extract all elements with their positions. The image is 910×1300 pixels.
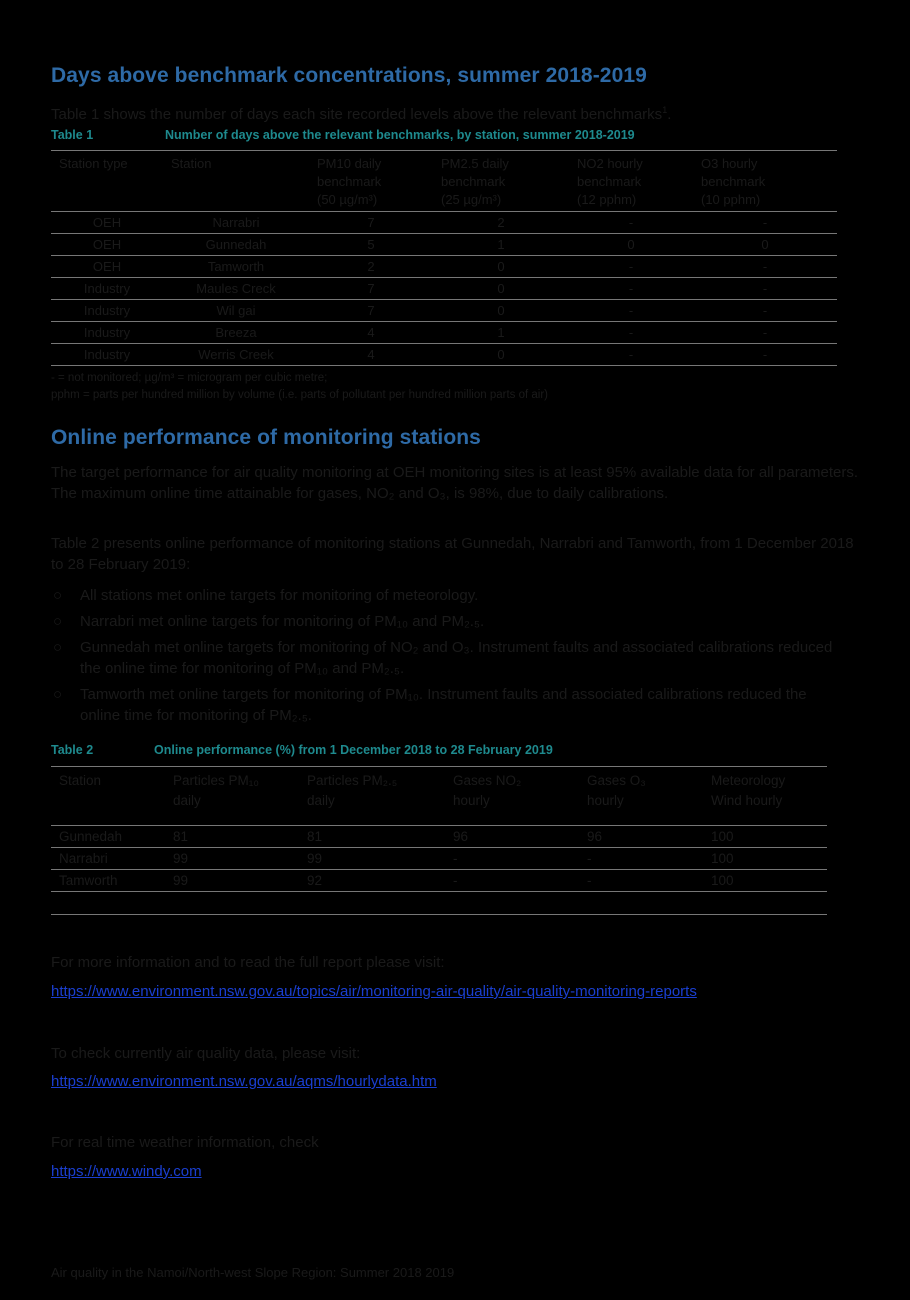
table-row	[51, 234, 837, 256]
table2-header-row	[51, 767, 827, 826]
section1-intro	[51, 100, 861, 125]
report-info-text: For more information and to read the full report please visit:	[51, 954, 445, 971]
table-cell: -	[693, 344, 837, 366]
table-cell: -	[569, 344, 693, 366]
table-cell: -	[569, 322, 693, 344]
header-line: O3 hourly	[701, 156, 758, 171]
header-line: Particles PM₂.₅	[307, 773, 398, 788]
section-title-online-performance: Online performance of monitoring stations	[51, 426, 481, 449]
header-line: PM2.5 daily	[441, 156, 509, 171]
table1-header-row	[51, 151, 837, 212]
table-cell: 99	[165, 848, 299, 870]
table1-header-cell	[309, 151, 433, 212]
table-cell: 4	[309, 344, 433, 366]
hourly-data-link[interactable]: https://www.environment.nsw.gov.au/aqms/hourlydata.htm	[51, 1073, 437, 1090]
page-footer: Air quality in the Namoi/North-west Slope Region: Summer 2018 2019	[51, 1265, 455, 1280]
table-row	[51, 256, 837, 278]
table2	[51, 766, 827, 892]
table2-header-cell	[51, 767, 165, 826]
table-cell: 1	[433, 234, 569, 256]
table-cell: -	[693, 322, 837, 344]
table-cell: OEH	[51, 212, 163, 234]
table-cell: 5	[309, 234, 433, 256]
report-link[interactable]: https://www.environment.nsw.gov.au/topics/air/monitoring-air-quality/air-quality-monitoring-reports	[51, 983, 697, 1000]
table-cell: 99	[299, 848, 445, 870]
table-row	[51, 212, 837, 234]
intro-text: Table 1 shows the number of days each site recorded levels above the relevant benchmarks	[51, 106, 663, 123]
list-item-text: All stations met online targets for monitoring of meteorology.	[80, 587, 479, 604]
table-cell: 81	[165, 826, 299, 848]
table1-caption-text: Number of days above the relevant benchmarks, by station, summer 2018-2019	[165, 128, 635, 142]
table2-header-cell	[703, 767, 827, 826]
table-row	[51, 300, 837, 322]
table-cell: 92	[299, 870, 445, 892]
table-cell: Industry	[51, 322, 163, 344]
table-cell: -	[569, 278, 693, 300]
header-line: NO2 hourly	[577, 156, 643, 171]
table-cell: 1	[433, 322, 569, 344]
table-row	[51, 848, 827, 870]
table2-bottom-rule	[51, 914, 827, 915]
table-cell: -	[445, 870, 579, 892]
online-performance-list	[51, 585, 841, 731]
list-item	[51, 585, 841, 606]
table-cell: -	[579, 870, 703, 892]
table-cell: 0	[433, 278, 569, 300]
table2-header-cell	[445, 767, 579, 826]
list-item	[51, 611, 841, 632]
header-line: (25 µg/m³)	[441, 192, 502, 207]
table-cell: Narrabri	[163, 212, 309, 234]
table-cell: 0	[693, 234, 837, 256]
table-cell: Narrabri	[51, 848, 165, 870]
header-line: daily	[173, 793, 201, 808]
section2-para1: The target performance for air quality monitoring at OEH monitoring sites is at least 95% available data for all parameters. The maximum online time attainable for gases, NO₂ and O₃, is 98%, due to daily calibrations.	[51, 464, 859, 502]
table-cell: 100	[703, 826, 827, 848]
table-cell: OEH	[51, 256, 163, 278]
current-data-text: To check currently air quality data, please visit:	[51, 1045, 361, 1062]
table-cell: 0	[569, 234, 693, 256]
table2-caption-text: Online performance (%) from 1 December 2018 to 28 February 2019	[154, 743, 553, 757]
header-line: Station type	[59, 156, 128, 171]
table-cell: Maules Creck	[163, 278, 309, 300]
table-cell: Gunnedah	[163, 234, 309, 256]
table-cell: -	[579, 848, 703, 870]
table-row	[51, 322, 837, 344]
table-cell: 96	[579, 826, 703, 848]
table-cell: 100	[703, 870, 827, 892]
table-cell: -	[693, 256, 837, 278]
table-cell: -	[445, 848, 579, 870]
header-line: hourly	[587, 793, 624, 808]
table-row	[51, 344, 837, 366]
table1-header-cell	[569, 151, 693, 212]
list-item	[51, 684, 841, 726]
table2-header-cell	[299, 767, 445, 826]
table-cell: 0	[433, 256, 569, 278]
table-cell: -	[693, 300, 837, 322]
intro-end: .	[667, 106, 672, 123]
table-cell: Wil gai	[163, 300, 309, 322]
list-item-text: Narrabri met online targets for monitoring of PM₁₀ and PM₂.₅.	[80, 613, 485, 630]
table-cell: 0	[433, 344, 569, 366]
table-cell: 4	[309, 322, 433, 344]
windy-link[interactable]: https://www.windy.com	[51, 1163, 202, 1180]
table1	[51, 150, 837, 366]
table-row	[51, 870, 827, 892]
table1-header-cell	[433, 151, 569, 212]
table1-header-cell	[51, 151, 163, 212]
section-title-days-above: Days above benchmark concentrations, summer 2018-2019	[51, 64, 647, 87]
table-cell: 2	[433, 212, 569, 234]
list-item-text: Gunnedah met online targets for monitoring of NO₂ and O₃. Instrument faults and associated calibrations reduced the online time for monitoring of PM₁₀ and PM₂.₅.	[80, 639, 833, 677]
table1-caption	[51, 128, 635, 142]
table-cell: -	[569, 212, 693, 234]
table-cell: -	[693, 212, 837, 234]
header-line: benchmark	[701, 174, 766, 189]
table2-header-cell	[579, 767, 703, 826]
header-line: hourly	[453, 793, 490, 808]
table1-note-units: - = not monitored; µg/m³ = microgram per cubic metre;	[51, 372, 328, 384]
table-cell: Werris Creek	[163, 344, 309, 366]
weather-info-text: For real time weather information, check	[51, 1134, 319, 1151]
header-line: Station	[59, 773, 102, 788]
section2-para2: Table 2 presents online performance of monitoring stations at Gunnedah, Narrabri and Tamworth, from 1 December 2018 to 28 February 2019:	[51, 535, 854, 573]
table-cell: Breeza	[163, 322, 309, 344]
table-cell: 99	[165, 870, 299, 892]
table2-label: Table 2	[51, 743, 94, 757]
table-cell: -	[569, 300, 693, 322]
header-line: Gases O₃	[587, 773, 646, 788]
table-cell: Industry	[51, 300, 163, 322]
table-cell: Tamworth	[51, 870, 165, 892]
table1-note-pphm: pphm = parts per hundred million by volume (i.e. parts of pollutant per hundred million parts of air)	[51, 389, 548, 401]
table-cell: 7	[309, 212, 433, 234]
table-cell: -	[569, 256, 693, 278]
table-cell: -	[693, 278, 837, 300]
header-line: PM10 daily	[317, 156, 382, 171]
table-cell: Industry	[51, 278, 163, 300]
bullet-icon: ○	[53, 686, 63, 703]
table2-header-cell	[165, 767, 299, 826]
table2-caption	[51, 743, 553, 757]
table-cell: 96	[445, 826, 579, 848]
table-row	[51, 278, 837, 300]
footnote-marker: 1	[662, 105, 668, 115]
header-line: Particles PM₁₀	[173, 773, 259, 788]
table-cell: OEH	[51, 234, 163, 256]
table1-label: Table 1	[51, 128, 94, 142]
header-line: Meteorology	[711, 773, 786, 788]
table-cell: 7	[309, 278, 433, 300]
header-line: benchmark	[577, 174, 642, 189]
header-line: benchmark	[317, 174, 382, 189]
header-line: (50 µg/m³)	[317, 192, 378, 207]
table-cell: 81	[299, 826, 445, 848]
list-item	[51, 637, 841, 679]
table-cell: Industry	[51, 344, 163, 366]
header-line: (12 pphm)	[577, 192, 637, 207]
table-cell: Gunnedah	[51, 826, 165, 848]
table-cell: 2	[309, 256, 433, 278]
table1-notes	[51, 370, 548, 404]
list-item-text: Tamworth met online targets for monitoring of PM₁₀. Instrument faults and associated calibrations reduced the online time for monitoring of PM₂.₅.	[80, 686, 807, 724]
table1-header-cell	[163, 151, 309, 212]
table-row	[51, 826, 827, 848]
table-cell: 100	[703, 848, 827, 870]
header-line: daily	[307, 793, 335, 808]
bullet-icon: ○	[53, 613, 63, 630]
bullet-icon: ○	[53, 639, 63, 656]
table-cell: 0	[433, 300, 569, 322]
table-cell: 7	[309, 300, 433, 322]
header-line: Station	[171, 156, 212, 171]
table1-header-cell	[693, 151, 837, 212]
header-line: Wind hourly	[711, 793, 783, 808]
header-line: (10 pphm)	[701, 192, 761, 207]
header-line: Gases NO₂	[453, 773, 522, 788]
table-cell: Tamworth	[163, 256, 309, 278]
header-line: benchmark	[441, 174, 506, 189]
bullet-icon: ○	[53, 587, 63, 604]
